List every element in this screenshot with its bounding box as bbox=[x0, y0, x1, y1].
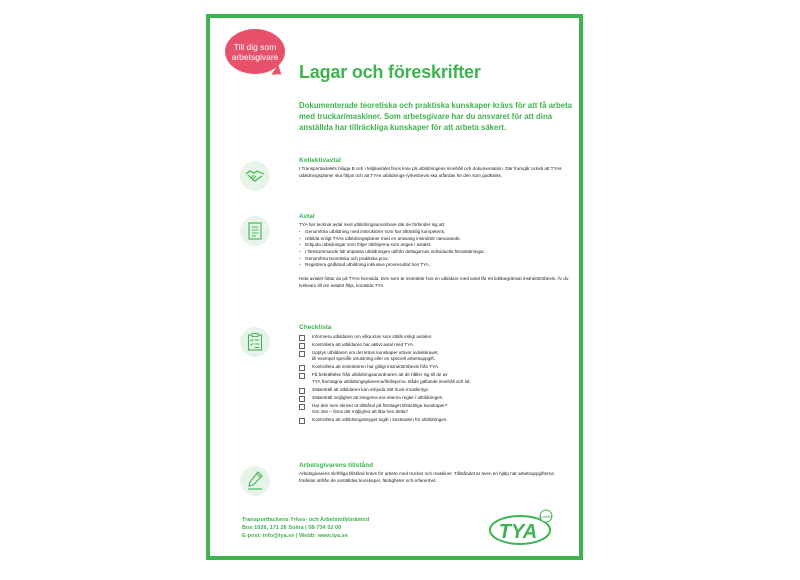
checklist-item-text: Säkerställ möjlighet att integrera era interna regler i utbildningen. bbox=[312, 394, 444, 400]
badge-line-2: arbetsgivare bbox=[231, 51, 279, 62]
list-item: • Genomföra utbildning med instruktörer som har tillräcklig kompetens. bbox=[299, 229, 569, 236]
checklist-item-text: Kontrollera att utbildningsintyget ingår i kostnaden för utbildningen. bbox=[312, 417, 448, 423]
checkbox[interactable] bbox=[299, 343, 305, 349]
checklist-item[interactable] bbox=[299, 395, 569, 401]
checklist-item[interactable] bbox=[299, 350, 569, 363]
section-text: Arbetsgivarens skriftliga tillstånd krävs för arbete med truckar och maskiner. Tillståndet är även en hjälp när arbetsuppgifterna fördelas utifrån de anställdas kunskaper, färdigheter och erfarenhet. bbox=[299, 471, 554, 483]
section-text: I Transportavtalets bilaga B och i Miljöavtalet finns krav på utbildningens innehåll och dokumentation. Där framgår också att TYAs utbildningsplaner ska följas och att TYAs utbildnings-/yrkesbevis ska utfärdas för den som godkänts. bbox=[299, 166, 562, 178]
logo-text: TYA bbox=[498, 521, 538, 543]
section-heading: Kollektivavtal bbox=[299, 157, 341, 164]
list-item: • I förekommande fall anpassa utbildningen utifrån deltagarnas individuella förutsättningar. bbox=[299, 249, 569, 256]
logo-tag: Kvalitet bbox=[540, 515, 552, 519]
checkbox[interactable] bbox=[299, 396, 305, 402]
avtal-bullet-list bbox=[299, 229, 569, 269]
checklist-icon bbox=[240, 327, 270, 357]
checklist-item-text-cont: till exempel specifik utrustning eller en speciell arbetsuppgift. bbox=[312, 356, 436, 362]
section-avtal bbox=[299, 213, 569, 290]
checklist-item-text: Kontrollera att instruktören har giltigt instruktörsbevis från TYA. bbox=[312, 364, 440, 370]
checklist-item-text: Informera utbildaren om vilka krav som ställs enligt avtalen. bbox=[312, 334, 433, 339]
checklist-item-text: Har den som skriver ut tillstånd på företaget tillräckliga kunskaper? bbox=[312, 402, 448, 408]
checkbox[interactable] bbox=[299, 351, 305, 357]
checkbox[interactable] bbox=[299, 418, 305, 424]
checklist-item[interactable] bbox=[299, 417, 569, 423]
checklist-item[interactable] bbox=[299, 403, 569, 416]
checklist-item-text: Upplys utbildaren om det krävs kunskaper utöver avtalskravet, bbox=[312, 350, 439, 355]
checkbox[interactable] bbox=[299, 373, 305, 379]
pen-icon bbox=[240, 466, 270, 496]
footer-contact: E-post: info@tya.se | Webb: www.tya.se bbox=[242, 533, 348, 539]
checkbox[interactable] bbox=[299, 388, 305, 394]
page-title: Lagar och föreskrifter bbox=[299, 62, 481, 82]
checklist-item-text-cont: TYA framtagna utbildningsplanerna/riktlinjerna. Både gällande innehåll och tid. bbox=[312, 378, 471, 384]
tya-logo bbox=[488, 508, 556, 546]
section-tillstand bbox=[299, 462, 569, 485]
checklist-item-text: Få bekräftelse från utbildningsanordnaren att de håller sig till de av bbox=[312, 372, 448, 378]
section-heading: Arbetsgivarens tillstånd bbox=[299, 462, 374, 469]
section-heading: Checklista bbox=[299, 324, 332, 331]
checkbox[interactable] bbox=[299, 335, 305, 341]
footer-org: Transportfackens Yrkes- och Arbetsmiljönämnd bbox=[242, 517, 370, 523]
list-item: • Utbilda enligt TYAs utbildningsplaner med en ansvarig instruktör närvarande. bbox=[299, 236, 569, 243]
checklist-item-text: Säkerställ att utbildaren kan erbjuda rätt truck-/maskintyp. bbox=[312, 386, 430, 392]
checklist-item-text: Kontrollera att utbildaren har aktivt avtal med TYA. bbox=[312, 342, 415, 347]
checklist-item[interactable] bbox=[299, 342, 569, 348]
checklist bbox=[299, 334, 569, 424]
list-item: • Registrera godkänd utbildning inklusive provresultat hos TYA. bbox=[299, 262, 569, 269]
section-heading: Avtal bbox=[299, 213, 315, 220]
document-icon bbox=[240, 216, 270, 246]
badge-line-1: Till dig som bbox=[233, 41, 277, 52]
checklist-item[interactable] bbox=[299, 387, 569, 393]
list-item: • Erbjuda utbildningar som följer riktlinjerna som anges i avtalet. bbox=[299, 242, 569, 249]
checklist-item[interactable] bbox=[299, 334, 569, 340]
checklist-item[interactable] bbox=[299, 364, 569, 370]
section-outro: Hela avtalet hittar du på TYAs hemsida. Den som är instruktör hos en utbildare med avtal får ett tidsbegränsat instruktörsbevis. Är du tveksam till om avtalet följs, kontakta TYA. bbox=[299, 276, 569, 288]
list-item: • Genomföra teoretiska och praktiska prov. bbox=[299, 256, 569, 263]
checkbox[interactable] bbox=[299, 365, 305, 371]
checklist-item-text-cont: Om inte – finns det möjlighet att låta hen delta? bbox=[312, 409, 409, 415]
footer-address: Box 1026, 171 26 Solna | 08-734 52 00 bbox=[242, 525, 342, 531]
section-kollektivavtal bbox=[299, 157, 569, 180]
checklist-item[interactable] bbox=[299, 372, 569, 385]
footer bbox=[242, 516, 442, 540]
section-checklista bbox=[299, 324, 569, 425]
handshake-icon bbox=[240, 161, 270, 191]
checkbox[interactable] bbox=[299, 404, 305, 410]
lead-paragraph: Dokumenterade teoretiska och praktiska kunskaper krävs för att få arbeta med truckar/maskiner. Som arbetsgivare har du ansvaret för att dina anställda har tillräckliga kunskaper för att arbeta säkert. bbox=[299, 101, 573, 132]
section-intro: TYA har tecknat avtal med utbildningsanordnare där de förbinder sig att: bbox=[299, 222, 446, 227]
